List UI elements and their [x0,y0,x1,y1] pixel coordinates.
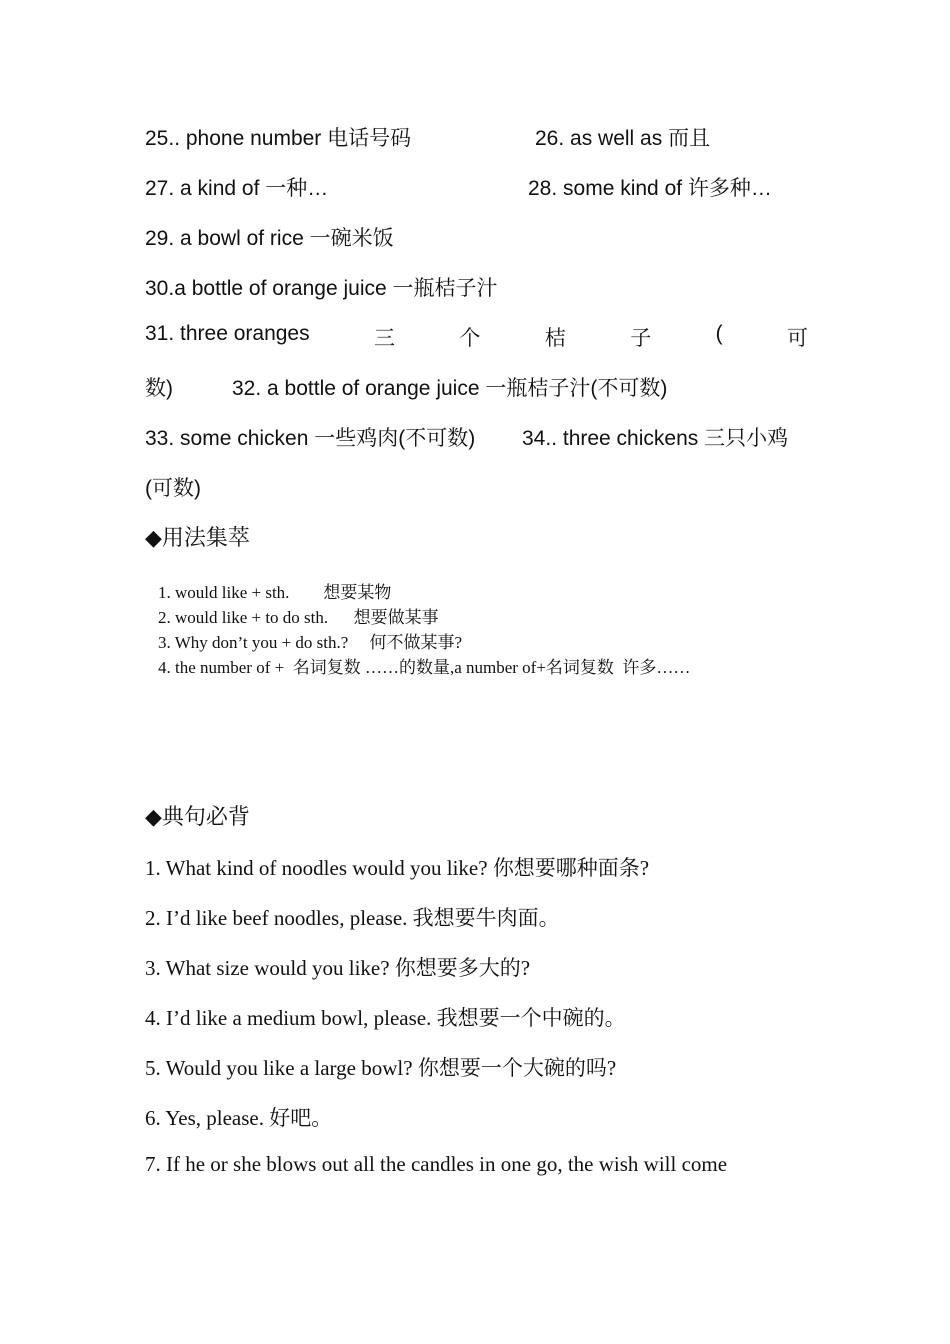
phrase-31-word: 三 [374,327,396,350]
phrase-31-word: ( [715,322,723,345]
phrase-29: 29. a bowl of rice 一碗米饭 [145,227,394,250]
phrase-31-word: 个 [459,327,481,350]
phrase-26: 26. as well as 而且 [535,127,711,150]
phrase-32: 32. a bottle of orange juice 一瓶桔子汁(不可数) [232,377,668,400]
usage-item: 1. would like + sth. 想要某物 [158,583,392,602]
sentence-item: 5. Would you like a large bowl? 你想要一个大碗的吗? [145,1056,617,1080]
sentence-item: 1. What kind of noodles would you like? 你想要哪种面条? [145,856,650,880]
sentences-heading: ◆典句必背 [145,804,250,829]
phrase-31-cont: 数) [145,377,173,400]
phrase-31-word: 子 [630,327,652,350]
phrase-31-word: 桔 [544,327,566,350]
sentence-item: 3. What size would you like? 你想要多大的? [145,956,531,980]
phrase-25: 25.. phone number 电话号码 [145,127,412,150]
sentence-item: 7. If he or she blows out all the candles in one go, the wish will come [145,1152,728,1176]
phrase-30: 30.a bottle of orange juice 一瓶桔子汁 [145,277,498,300]
phrase-31-word: 31. three oranges [145,322,310,345]
usage-item: 3. Why don’t you + do sth.? 何不做某事? [158,633,463,652]
phrase-27: 27. a kind of 一种… [145,177,329,200]
phrase-33: 33. some chicken 一些鸡肉(不可数) [145,427,476,450]
phrase-34: 34.. three chickens 三只小鸡 [522,427,789,450]
usage-item: 2. would like + to do sth. 想要做某事 [158,608,439,627]
phrase-31-row [145,322,808,352]
phrase-31-word: 可 [786,327,808,350]
sentence-item: 2. I’d like beef noodles, please. 我想要牛肉面。 [145,906,560,930]
sentence-item: 4. I’d like a medium bowl, please. 我想要一个中碗的。 [145,1006,626,1030]
phrase-28: 28. some kind of 许多种… [528,177,772,200]
usage-item: 4. the number of + 名词复数 ……的数量,a number of+名词复数 许多…… [158,658,691,677]
usage-heading: ◆用法集萃 [145,525,250,550]
phrase-34-cont: (可数) [145,477,201,500]
sentence-item: 6. Yes, please. 好吧。 [145,1106,333,1130]
